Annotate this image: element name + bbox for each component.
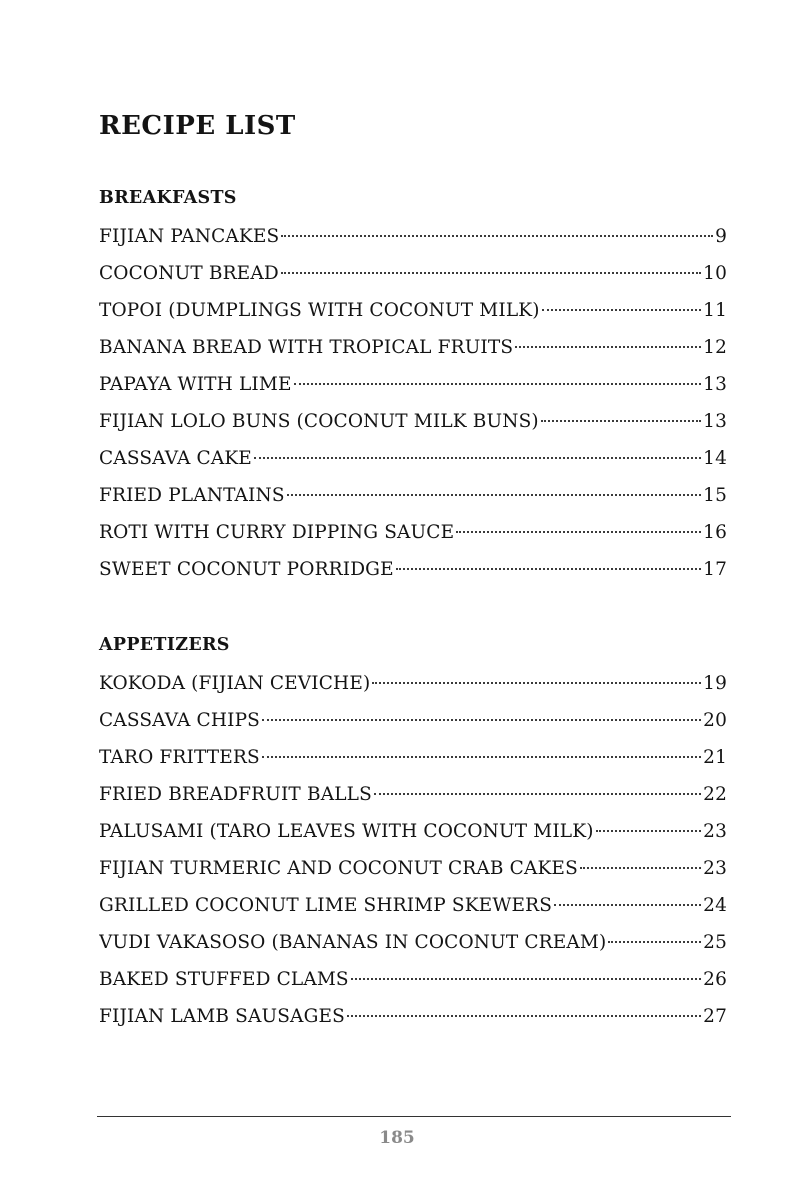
recipe-title: KOKODA (FIJIAN CEVICHE) bbox=[99, 673, 371, 694]
toc-entry[interactable] bbox=[99, 297, 727, 334]
toc-entry[interactable] bbox=[99, 855, 727, 892]
page-ref: 10 bbox=[703, 263, 727, 284]
dot-leader bbox=[351, 978, 701, 980]
dot-leader bbox=[262, 756, 701, 758]
page-ref: 17 bbox=[703, 559, 727, 580]
dot-leader bbox=[287, 494, 701, 496]
page-ref: 23 bbox=[703, 821, 727, 842]
toc-entry[interactable] bbox=[99, 892, 727, 929]
dot-leader bbox=[541, 420, 701, 422]
section-breakfasts bbox=[99, 185, 727, 593]
recipe-title: FRIED PLANTAINS bbox=[99, 485, 285, 506]
dot-leader bbox=[281, 235, 713, 237]
page-ref: 21 bbox=[703, 747, 727, 768]
toc-entry[interactable] bbox=[99, 966, 727, 1003]
toc-list bbox=[99, 670, 727, 1040]
page-title: RECIPE LIST bbox=[99, 111, 296, 141]
page-ref: 23 bbox=[703, 858, 727, 879]
page-ref: 9 bbox=[715, 226, 727, 247]
page-ref: 13 bbox=[703, 411, 727, 432]
recipe-title: FIJIAN LAMB SAUSAGES bbox=[99, 1006, 345, 1027]
toc-entry[interactable] bbox=[99, 482, 727, 519]
toc-entry[interactable] bbox=[99, 519, 727, 556]
recipe-title: FIJIAN TURMERIC AND COCONUT CRAB CAKES bbox=[99, 858, 578, 879]
dot-leader bbox=[281, 272, 701, 274]
dot-leader bbox=[374, 793, 701, 795]
page-ref: 26 bbox=[703, 969, 727, 990]
recipe-title: VUDI VAKASOSO (BANANAS IN COCONUT CREAM) bbox=[99, 932, 607, 953]
section-heading: APPETIZERS bbox=[99, 635, 230, 655]
recipe-title: FRIED BREADFRUIT BALLS bbox=[99, 784, 372, 805]
recipe-title: SWEET COCONUT PORRIDGE bbox=[99, 559, 394, 580]
recipe-title: FIJIAN PANCAKES bbox=[99, 226, 280, 247]
page-ref: 14 bbox=[703, 448, 727, 469]
toc-entry[interactable] bbox=[99, 408, 727, 445]
page-ref: 22 bbox=[703, 784, 727, 805]
dot-leader bbox=[372, 682, 701, 684]
footer-divider bbox=[97, 1116, 731, 1117]
toc-entry[interactable] bbox=[99, 334, 727, 371]
section-heading: BREAKFASTS bbox=[99, 188, 237, 208]
page-ref: 19 bbox=[703, 673, 727, 694]
toc-list bbox=[99, 223, 727, 593]
toc-entry[interactable] bbox=[99, 707, 727, 744]
page-ref: 16 bbox=[703, 522, 727, 543]
toc-entry[interactable] bbox=[99, 445, 727, 482]
dot-leader bbox=[347, 1015, 701, 1017]
recipe-title: BANANA BREAD WITH TROPICAL FRUITS bbox=[99, 337, 514, 358]
section-appetizers bbox=[99, 632, 727, 1040]
recipe-title: PAPAYA WITH LIME bbox=[99, 374, 292, 395]
dot-leader bbox=[542, 309, 702, 311]
toc-entry[interactable] bbox=[99, 929, 727, 966]
recipe-title: BAKED STUFFED CLAMS bbox=[99, 969, 349, 990]
page-ref: 13 bbox=[703, 374, 727, 395]
dot-leader bbox=[608, 941, 701, 943]
page-ref: 27 bbox=[703, 1006, 727, 1027]
recipe-title: COCONUT BREAD bbox=[99, 263, 279, 284]
dot-leader bbox=[515, 346, 701, 348]
toc-entry[interactable] bbox=[99, 818, 727, 855]
toc-entry[interactable] bbox=[99, 781, 727, 818]
recipe-title: FIJIAN LOLO BUNS (COCONUT MILK BUNS) bbox=[99, 411, 539, 432]
page-number: 185 bbox=[379, 1128, 415, 1148]
page-ref: 25 bbox=[703, 932, 727, 953]
toc-entry[interactable] bbox=[99, 223, 727, 260]
dot-leader bbox=[262, 719, 701, 721]
recipe-title: ROTI WITH CURRY DIPPING SAUCE bbox=[99, 522, 455, 543]
recipe-title: CASSAVA CAKE bbox=[99, 448, 252, 469]
recipe-title: PALUSAMI (TARO LEAVES WITH COCONUT MILK) bbox=[99, 821, 594, 842]
dot-leader bbox=[580, 867, 701, 869]
page-ref: 20 bbox=[703, 710, 727, 731]
dot-leader bbox=[456, 531, 701, 533]
toc-entry[interactable] bbox=[99, 744, 727, 781]
dot-leader bbox=[554, 904, 701, 906]
recipe-title: CASSAVA CHIPS bbox=[99, 710, 260, 731]
dot-leader bbox=[596, 830, 702, 832]
dot-leader bbox=[254, 457, 701, 459]
page-ref: 11 bbox=[703, 300, 727, 321]
page-ref: 15 bbox=[703, 485, 727, 506]
page-ref: 12 bbox=[703, 337, 727, 358]
recipe-title: TOPOI (DUMPLINGS WITH COCONUT MILK) bbox=[99, 300, 540, 321]
page-ref: 24 bbox=[703, 895, 727, 916]
toc-entry[interactable] bbox=[99, 1003, 727, 1040]
dot-leader bbox=[294, 383, 702, 385]
toc-entry[interactable] bbox=[99, 371, 727, 408]
toc-entry[interactable] bbox=[99, 260, 727, 297]
toc-entry[interactable] bbox=[99, 556, 727, 593]
recipe-title: GRILLED COCONUT LIME SHRIMP SKEWERS bbox=[99, 895, 553, 916]
dot-leader bbox=[396, 568, 701, 570]
recipe-title: TARO FRITTERS bbox=[99, 747, 260, 768]
toc-entry[interactable] bbox=[99, 670, 727, 707]
